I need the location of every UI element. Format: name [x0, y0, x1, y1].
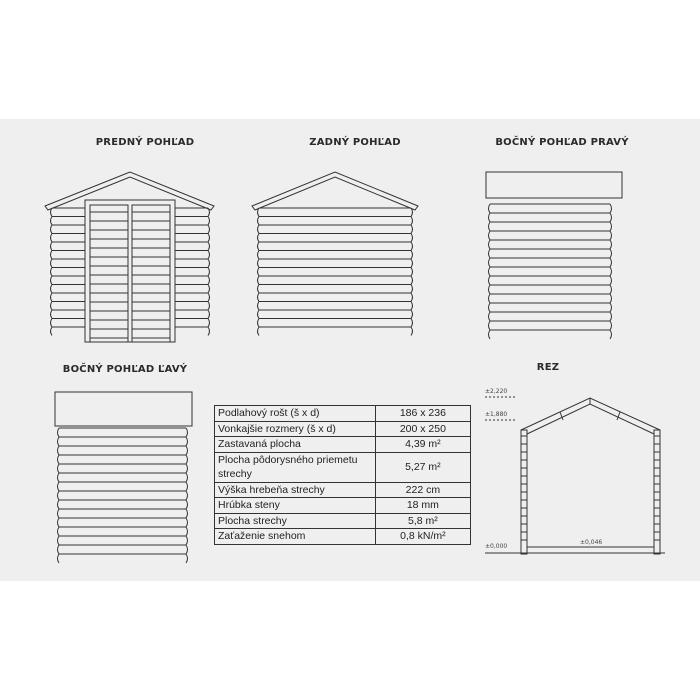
log-end [258, 276, 260, 285]
front-view-drawing [45, 172, 214, 342]
log-end [258, 302, 260, 311]
log-end [258, 208, 260, 217]
spec-label: Plocha strechy [215, 513, 376, 529]
section-wall-logs [521, 436, 660, 540]
log-end [208, 242, 210, 251]
log-end [58, 527, 60, 536]
log-end [58, 545, 60, 554]
spec-table [214, 405, 471, 545]
spec-value: 222 cm [375, 482, 470, 498]
log-end [411, 251, 413, 260]
log-end [489, 330, 491, 339]
log-end [186, 545, 188, 554]
log-end [186, 464, 188, 473]
log-end [186, 518, 188, 527]
log-end [610, 204, 612, 213]
log-end [51, 310, 53, 319]
log-end [258, 251, 260, 260]
log-end [58, 455, 60, 464]
log-end [411, 285, 413, 294]
log-end [208, 217, 210, 226]
log-end [610, 321, 612, 330]
log-end [411, 310, 413, 319]
spec-value: 4,39 m² [375, 437, 470, 453]
log-end [489, 276, 491, 285]
log-end [186, 527, 188, 536]
log-end [489, 303, 491, 312]
spec-value: 186 x 236 [375, 406, 470, 422]
spec-value: 0,8 kN/m² [375, 529, 470, 545]
rear-view-title: ZADNÝ POHĽAD [309, 137, 401, 148]
log-end [58, 518, 60, 527]
log-end [258, 225, 260, 234]
log-end [411, 293, 413, 302]
section-floor [527, 547, 654, 553]
log-end [258, 310, 260, 319]
log-end [489, 312, 491, 321]
log-end [208, 251, 210, 260]
spec-label: Plocha pôdorysného priemetu strechy [215, 452, 376, 482]
rear-view-drawing [252, 172, 418, 336]
table-row [215, 498, 471, 514]
spec-value: 18 mm [375, 498, 470, 514]
log-end [186, 500, 188, 509]
log-end [489, 204, 491, 213]
log-end [411, 234, 413, 243]
side-right-wall-logs [489, 204, 612, 339]
log-end [51, 251, 53, 260]
log-end [186, 437, 188, 446]
section-view-drawing [485, 397, 665, 554]
log-end [58, 473, 60, 482]
spec-label: Zastavaná plocha [215, 437, 376, 453]
log-end [610, 312, 612, 321]
log-end [51, 276, 53, 285]
log-end [258, 293, 260, 302]
log-end [489, 258, 491, 267]
log-end [58, 428, 60, 437]
dim-ridge: ±2,220 [485, 388, 508, 395]
side-right-view-title: BOČNÝ POHĽAD PRAVÝ [495, 137, 629, 148]
log-end [489, 249, 491, 258]
log-end [51, 319, 53, 328]
table-row [215, 482, 471, 498]
section-view-title: REZ [536, 362, 560, 373]
log-end [258, 268, 260, 277]
table-row [215, 437, 471, 453]
log-end [411, 327, 413, 336]
log-end [186, 446, 188, 455]
front-view-title: PREDNÝ POHĽAD [95, 137, 195, 148]
log-end [58, 464, 60, 473]
log-end [610, 249, 612, 258]
log-end [208, 225, 210, 234]
table-row [215, 513, 471, 529]
log-end [51, 208, 53, 217]
log-end [208, 276, 210, 285]
log-end [258, 234, 260, 243]
spec-label: Podlahový rošt (š x d) [215, 406, 376, 422]
log-end [411, 259, 413, 268]
log-end [411, 225, 413, 234]
log-end [51, 268, 53, 277]
log-end [186, 482, 188, 491]
log-end [208, 268, 210, 277]
log-end [186, 536, 188, 545]
log-end [208, 310, 210, 319]
side-left-view-drawing [55, 392, 192, 563]
table-row [215, 406, 471, 422]
log-end [489, 222, 491, 231]
log-end [258, 259, 260, 268]
log-end [58, 509, 60, 518]
log-end [208, 319, 210, 328]
rear-roof [252, 172, 418, 210]
table-row [215, 452, 471, 482]
log-end [51, 234, 53, 243]
spec-label: Hrúbka steny [215, 498, 376, 514]
spec-label: Zaťaženie snehom [215, 529, 376, 545]
spec-value: 5,27 m² [375, 452, 470, 482]
log-end [258, 217, 260, 226]
log-end [258, 285, 260, 294]
log-end [610, 231, 612, 240]
log-end [51, 293, 53, 302]
log-end [208, 285, 210, 294]
log-end [186, 509, 188, 518]
table-row [215, 421, 471, 437]
side-left-view-title: BOČNÝ POHĽAD ĽAVÝ [62, 364, 188, 375]
log-end [489, 267, 491, 276]
log-end [610, 267, 612, 276]
log-end [258, 319, 260, 328]
log-end [489, 213, 491, 222]
log-end [58, 437, 60, 446]
log-end [489, 285, 491, 294]
log-end [411, 242, 413, 251]
log-end [58, 536, 60, 545]
dim-ground: ±0,000 [485, 543, 508, 550]
log-end [51, 217, 53, 226]
log-end [51, 302, 53, 311]
log-end [610, 240, 612, 249]
log-end [208, 293, 210, 302]
log-end [411, 268, 413, 277]
log-end [411, 208, 413, 217]
log-end [610, 213, 612, 222]
log-end [411, 276, 413, 285]
spec-value: 200 x 250 [375, 421, 470, 437]
log-end [51, 327, 53, 336]
log-end [610, 294, 612, 303]
side-left-roof [55, 392, 192, 426]
log-end [610, 330, 612, 339]
log-end [186, 455, 188, 464]
rear-wall-logs [258, 208, 413, 336]
log-end [489, 231, 491, 240]
log-end [186, 473, 188, 482]
log-end [58, 500, 60, 509]
log-end [208, 302, 210, 311]
spec-label: Vonkajšie rozmery (š x d) [215, 421, 376, 437]
dim-floor: ±0,046 [580, 539, 603, 546]
log-end [411, 217, 413, 226]
log-end [610, 276, 612, 285]
dim-eave: ±1,880 [485, 411, 508, 418]
log-end [51, 225, 53, 234]
log-end [58, 482, 60, 491]
log-end [610, 303, 612, 312]
log-end [411, 302, 413, 311]
side-right-view-drawing [486, 172, 622, 339]
log-end [610, 285, 612, 294]
log-end [58, 554, 60, 563]
log-end [610, 222, 612, 231]
log-end [489, 321, 491, 330]
side-left-wall-logs [58, 428, 188, 563]
log-end [208, 259, 210, 268]
log-end [186, 554, 188, 563]
log-end [208, 234, 210, 243]
spec-label: Výška hrebeňa strechy [215, 482, 376, 498]
log-end [258, 327, 260, 336]
log-end [411, 319, 413, 328]
log-end [51, 242, 53, 251]
log-end [58, 491, 60, 500]
log-end [208, 208, 210, 217]
log-end [258, 242, 260, 251]
log-end [51, 259, 53, 268]
table-row [215, 529, 471, 545]
log-end [186, 491, 188, 500]
log-end [610, 258, 612, 267]
side-right-roof [486, 172, 622, 198]
spec-value: 5,8 m² [375, 513, 470, 529]
log-end [208, 327, 210, 336]
log-end [489, 240, 491, 249]
log-end [58, 446, 60, 455]
log-end [51, 285, 53, 294]
log-end [186, 428, 188, 437]
log-end [489, 294, 491, 303]
